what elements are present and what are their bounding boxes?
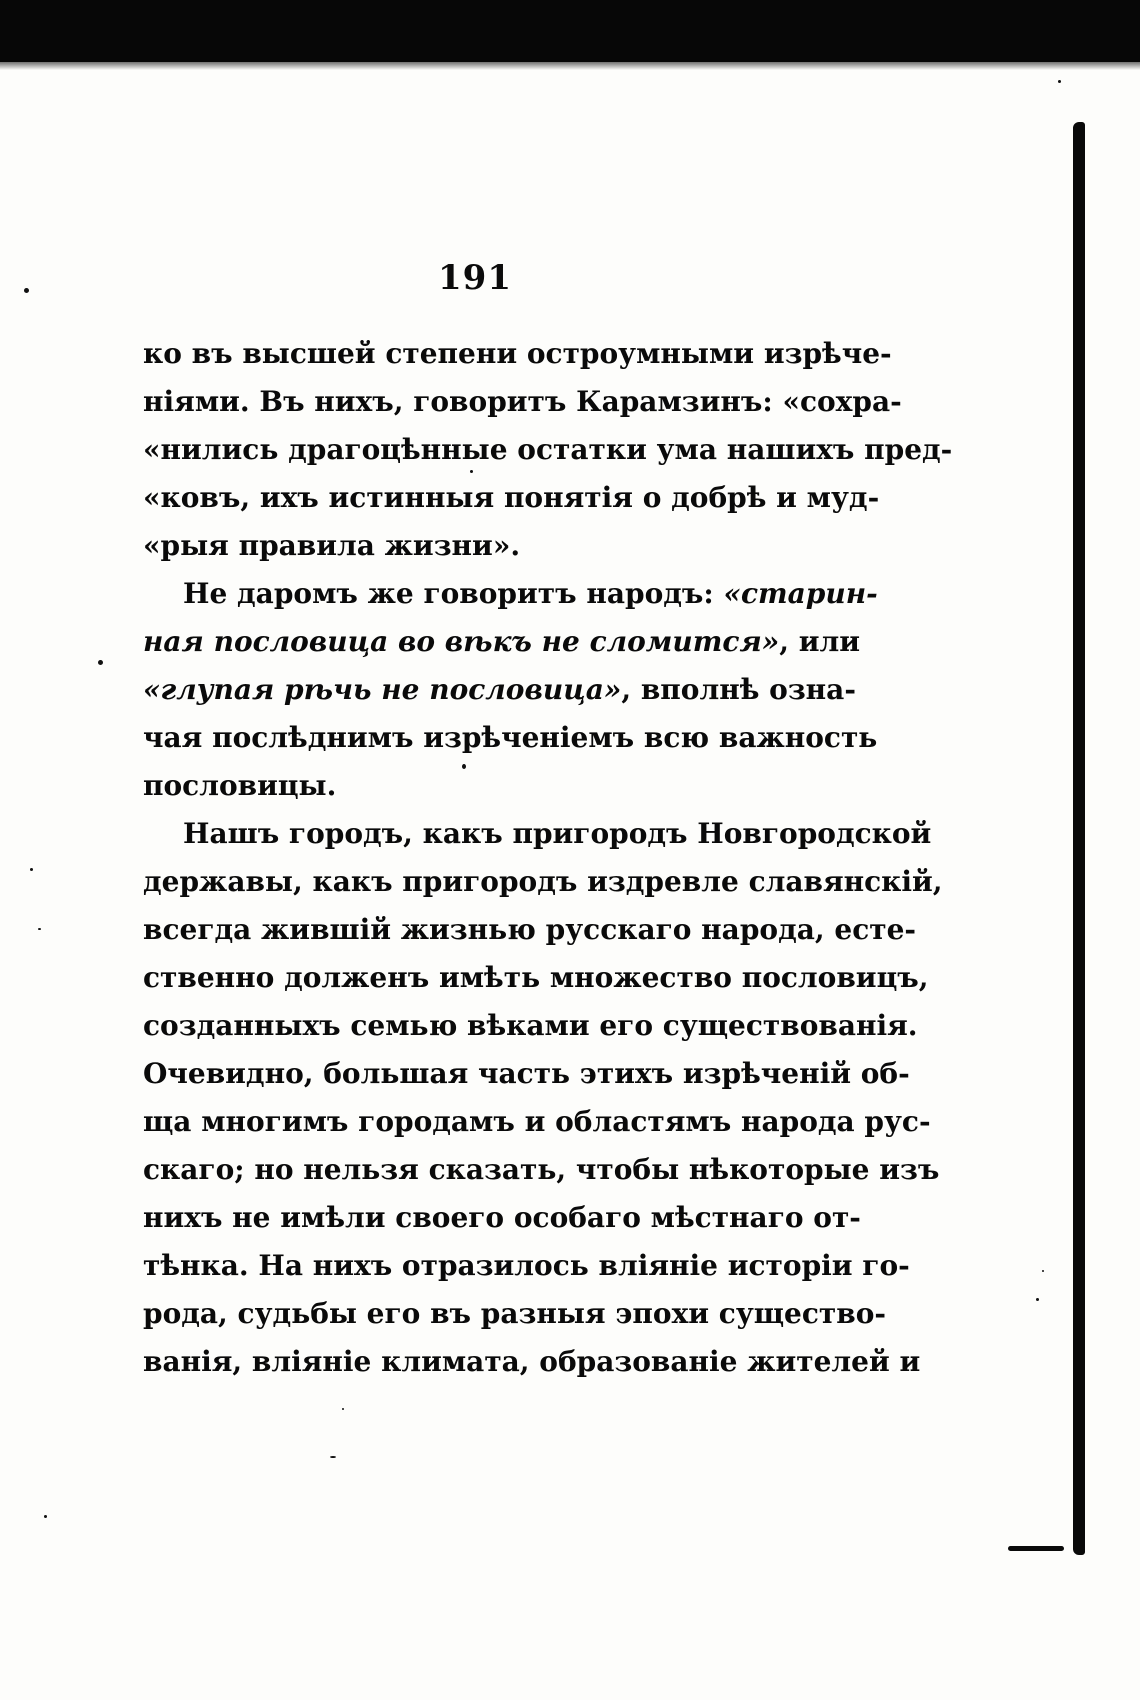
text-line xyxy=(143,618,861,666)
text-line xyxy=(143,810,932,858)
text-line xyxy=(143,1242,910,1290)
text-run: чая послѣднимъ изрѣченіемъ всю важность xyxy=(143,721,878,754)
text-line xyxy=(143,666,856,714)
text-line xyxy=(143,426,953,474)
text-run: «рыя правила жизни». xyxy=(143,529,521,562)
italic-quote: ная пословица во вѣкъ не сломится» xyxy=(143,625,780,658)
italic-quote: «глупая рѣчь не пословица» xyxy=(143,673,622,706)
text-run: ственно долженъ имѣть множество пословицъ, xyxy=(143,961,929,994)
scan-speck xyxy=(1042,1270,1044,1272)
text-line xyxy=(143,954,929,1002)
scan-top-border xyxy=(0,0,1140,62)
text-run: ща многимъ городамъ и областямъ народа рус- xyxy=(143,1105,931,1138)
page-number: 191 xyxy=(438,258,512,298)
text-run: Нашъ городъ, какъ пригородъ Новгородской xyxy=(183,817,932,850)
text-run: созданныхъ семью вѣками его существованія. xyxy=(143,1009,918,1042)
italic-quote: «старин- xyxy=(723,577,878,610)
text-run: Очевидно, большая часть этихъ изрѣченій об- xyxy=(143,1057,910,1090)
text-run: скаго; но нельзя сказать, чтобы нѣкоторые изъ xyxy=(143,1153,940,1186)
text-line xyxy=(143,762,795,810)
scan-speck xyxy=(30,868,33,871)
scan-top-border-edge xyxy=(0,56,1140,70)
text-run: «ковъ, ихъ истинныя понятія о добрѣ и муд- xyxy=(143,481,880,514)
text-line xyxy=(143,330,892,378)
text-line xyxy=(143,522,795,570)
spine-mark xyxy=(1008,1546,1064,1551)
paragraph xyxy=(143,330,953,570)
text-line xyxy=(143,1194,861,1242)
text-run: Не даромъ же говоритъ народъ: xyxy=(183,577,724,610)
scan-speck xyxy=(342,1408,344,1410)
text-run: пословицы. xyxy=(143,769,337,802)
text-run: , или xyxy=(779,625,861,658)
text-line xyxy=(143,474,880,522)
paragraph xyxy=(143,570,878,810)
text-line xyxy=(143,714,878,762)
text-run: рода, судьбы его въ разныя эпохи существо- xyxy=(143,1297,887,1330)
text-line xyxy=(143,378,902,426)
scan-speck xyxy=(98,660,103,665)
scan-speck xyxy=(1036,1298,1039,1301)
text-run: всегда жившій жизнью русскаго народа, есте- xyxy=(143,913,917,946)
text-run: ко въ высшей степени остроумными изрѣче- xyxy=(143,337,892,370)
text-run: , вполнѣ озна- xyxy=(621,673,856,706)
scan-speck xyxy=(1058,80,1061,83)
text-run: «нились драгоцѣнные остатки ума нашихъ пред- xyxy=(143,433,953,466)
text-line xyxy=(143,858,943,906)
text-run: державы, какъ пригородъ издревле славянскій, xyxy=(143,865,943,898)
text-run: тѣнка. На нихъ отразилось вліяніе исторіи го- xyxy=(143,1249,910,1282)
scan-speck xyxy=(38,928,41,930)
text-line xyxy=(143,1098,931,1146)
text-line xyxy=(143,1338,921,1386)
text-line xyxy=(143,570,878,618)
paragraph xyxy=(143,810,943,1386)
text-line xyxy=(143,1002,918,1050)
text-run: нихъ не имѣли своего особаго мѣстнаго от- xyxy=(143,1201,861,1234)
text-run: ніями. Въ нихъ, говоритъ Карамзинъ: «сохра- xyxy=(143,385,902,418)
text-line xyxy=(143,1050,910,1098)
scan-speck xyxy=(330,1456,336,1458)
text-line xyxy=(143,906,917,954)
scan-speck xyxy=(44,1515,47,1518)
text-line xyxy=(143,1146,940,1194)
scan-speck xyxy=(24,288,29,293)
binding-spine-shadow xyxy=(1073,122,1085,1555)
body-text xyxy=(143,330,953,1386)
text-line xyxy=(143,1290,887,1338)
text-run: ванія, вліяніе климата, образованіе жителей и xyxy=(143,1345,921,1378)
